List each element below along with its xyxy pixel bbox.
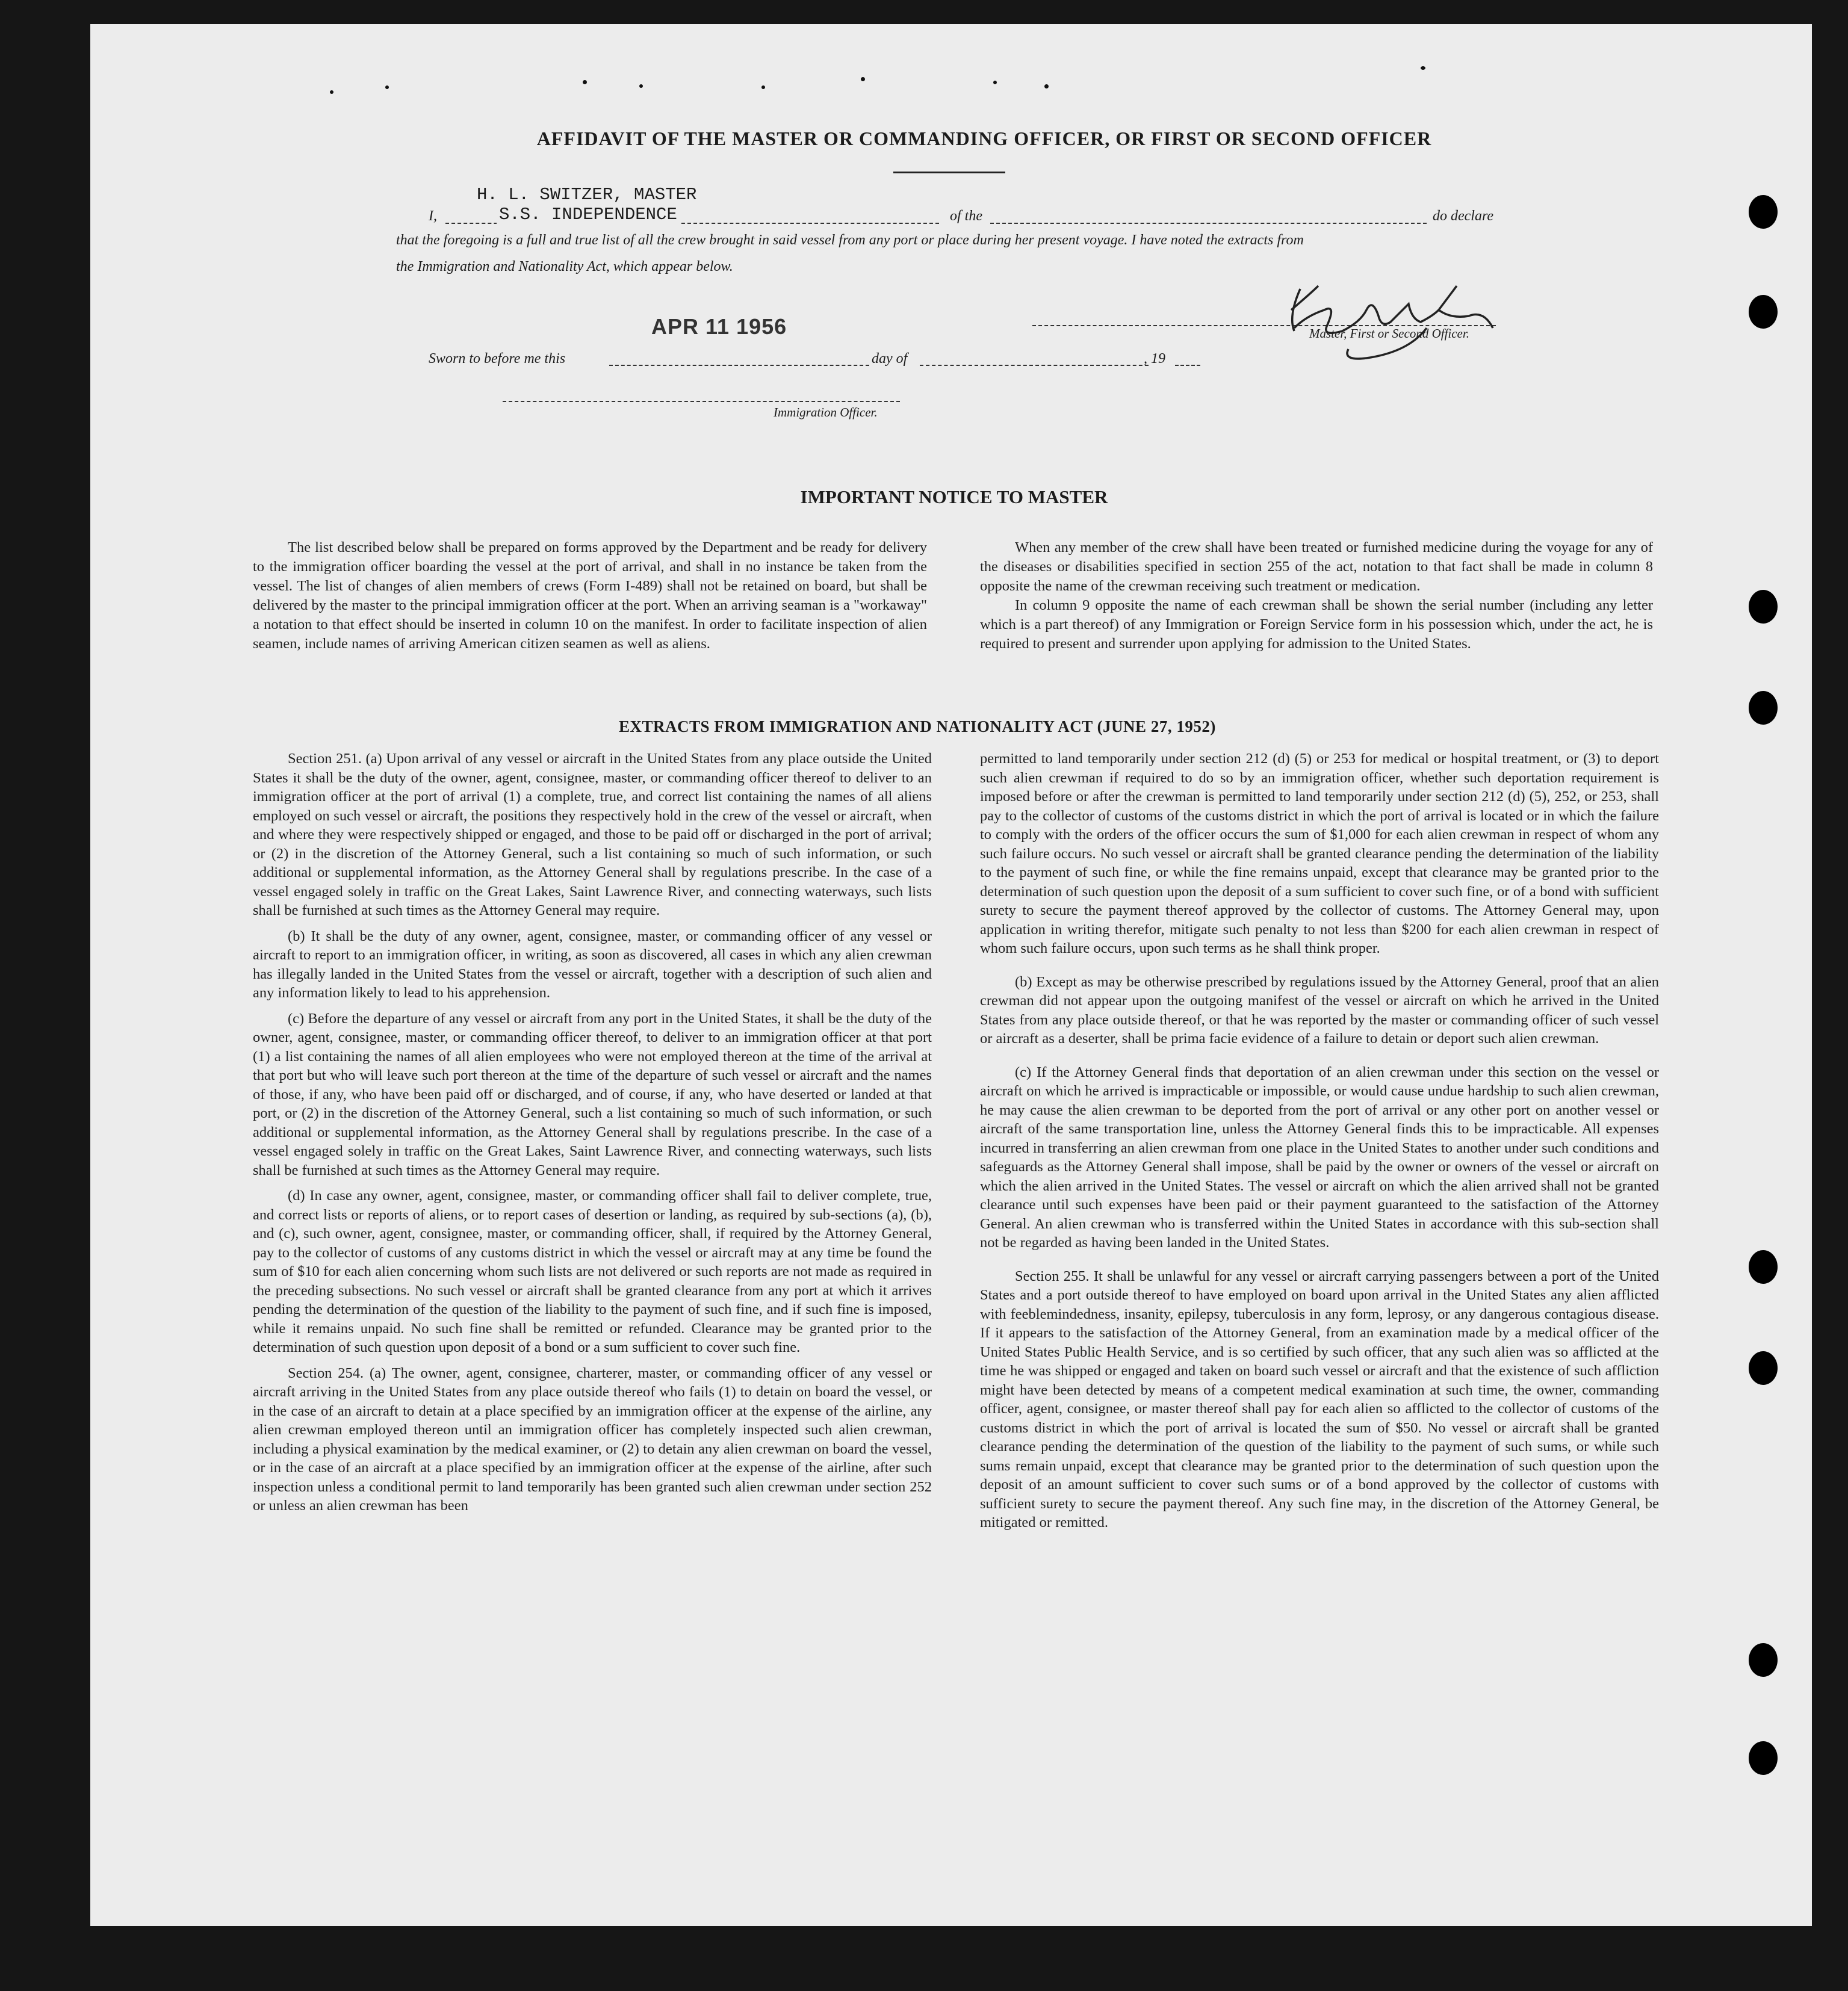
officer-signature-line (503, 401, 900, 402)
typed-master-name: H. L. SWITZER, MASTER (477, 185, 697, 205)
sworn-label: Sworn to before me this (429, 351, 566, 367)
extract-paragraph: (d) In case any owner, agent, consignee, master, or commanding officer shall fail to deliver complete, true, and correct lists or reports of aliens, or to report cases of desertion or landing, as required by sub-sections (a), (b), and (c), such owner, agent, consignee, master, or commanding officer, shall, if required by the Attorney General, pay to the collector of customs of any customs district in which the vessel or aircraft may at any time be found the sum of $10 for each alien concerning whom such lists are not delivered or such reports are not made as required in the preceding subsections. No such vessel or aircraft shall be granted clearance from any port at which it arrives pending the determination of the question of the liability to the payment of such fine, and if such fine is imposed, while it remains unpaid. No such fine shall be remitted or refunded. Clearance may be granted prior to the determination of such question upon deposit of a bond or a sum sufficient to cover such fine. (253, 1187, 932, 1355)
notice-right-paragraph: When any member of the crew shall have been treated or furnished medicine during the voyage for any of the diseases or disabilities specified in section 255 of the act, notation to that fact shall be made in column 8 opposite the name of the crewman receiving such treatment or medication. (980, 539, 1653, 594)
scan-speck (761, 85, 765, 89)
sworn-month-line (920, 365, 1149, 366)
binder-hole (1749, 1351, 1778, 1385)
extracts-title: EXTRACTS FROM IMMIGRATION AND NATIONALITY ACT (JUNE 27, 1952) (619, 717, 1216, 735)
notice-left-paragraph: The list described below shall be prepared on forms approved by the Department and be ready for delivery to the immigration officer boarding the vessel at the port of arrival, and shall in no instance be taken from the vessel. The list of changes of alien members of crews (Form I-489) shall not be retained on board, but shall be delivered by the master to the principal immigration officer at the port. When an arriving seaman is a "workaway" a notation to that effect should be inserted in column 10 on the manifest. In order to facilitate inspection of alien seamen, include names of arriving American citizen seamen as well as aliens. (253, 539, 927, 652)
extract-paragraph: (b) Except as may be otherwise prescribed by regulations issued by the Attorney General, proof that an alien crewman did not appear upon the outgoing manifest of the vessel or aircraft on which he arrived in the United States from any place outside thereof, or that he was reported by the master or commanding officer of such vessel or aircraft as a deserter, shall be prima facie evidence of a failure to detain or deport such alien crewman. (980, 973, 1659, 1047)
extracts-right-column (980, 749, 1659, 1539)
title-rule (893, 172, 1005, 173)
binder-hole (1749, 1643, 1778, 1677)
pronoun-label: I, (429, 208, 437, 224)
scan-speck (583, 80, 587, 84)
notice-right-column (980, 538, 1653, 660)
extract-paragraph: permitted to land temporarily under section 212 (d) (5) or 253 for medical or hospital treatment, or (3) to deport such alien crewman if required to do so by an immigration officer, whether such deportation requirement is imposed before or after the crewman is permitted to land temporarily under section 212 (d) (5), 252, or 253, shall pay to the collector of customs of the customs district in which the port of arrival is located or in which the failure to comply with the orders of the officer occurs the sum of $1,000 for each alien crewman in respect of whom any such failure occurs. No such vessel or aircraft shall be granted clearance pending the determination of the liability to the payment of such fine, or while the fine remains unpaid, except that clearance may be granted prior to the determination of such question upon the deposit of a sum sufficient to cover such fine, or of a bond with sufficient surety to secure the payment thereof approved by the collector of customs. The Attorney General may, upon application in writing therefor, mitigate such penalty to not less than $200 for each alien crewman in respect of whom such failure occurs, upon such terms as he shall think proper. (980, 751, 1659, 956)
do-declare-label: do declare (1433, 208, 1494, 224)
scan-speck (993, 81, 997, 84)
sworn-year-line (1175, 365, 1200, 366)
signature-caption: Master, First or Second Officer. (1309, 326, 1469, 341)
date-stamp: APR 11 1956 (651, 314, 787, 339)
binder-hole (1749, 195, 1778, 229)
extract-paragraph: (b) It shall be the duty of any owner, agent, consignee, master, or commanding officer of any vessel or aircraft to report to an immigration officer, in writing, as soon as discovered, all cases in which any alien crewman has illegally landed in the United States from the vessel or aircraft, together with a description of such alien and any information likely to lead to his apprehension. (253, 927, 932, 1001)
officer-caption: Immigration Officer. (774, 405, 878, 420)
affidavit-statement-line1: that the foregoing is a full and true list of all the crew brought in said vessel from any port or place during her present voyage. I have noted the extracts from (396, 232, 1304, 248)
scan-speck (385, 85, 389, 89)
extract-paragraph: Section 251. (a) Upon arrival of any vessel or aircraft in the United States from any place outside the United States it shall be the duty of the owner, agent, consignee, master, or commanding officer thereof to deliver to an immigration officer at the port of arrival (1) a complete, true, and correct list containing the names of all aliens employed on such vessel or aircraft, the positions they respectively hold in the crew of the vessel or aircraft, when and where they were respectively shipped or engaged, and those to be paid off or discharged in the port of arrival; or (2) in the discretion of the Attorney General, such a list containing so much of such information, or such additional or supplemental information, as the Attorney General shall by regulations prescribe. In the case of a vessel engaged solely in traffic on the Great Lakes, Saint Lawrence River, and connecting waterways, such lists shall be furnished at such times as the Attorney General may require. (253, 751, 932, 918)
notice-right-paragraph: In column 9 opposite the name of each crewman shall be shown the serial number (including any letter which is a part thereof) of any Immigration or Foreign Service form in his possession which, under the act, he is required to present and surrender upon applying for admission to the United States. (980, 597, 1653, 652)
extract-paragraph: Section 255. It shall be unlawful for any vessel or aircraft carrying passengers between a port of the United States and a port outside thereof to have employed on board upon arrival in the United States any alien afflicted with feeblemindedness, insanity, epilepsy, tuberculosis in any form, leprosy, or any dangerous contagious disease. If it appears to the satisfaction of the Attorney General, from an examination made by a medical officer of the United States Public Health Service, and is so certified by such officer, that any such alien was so afflicted at the time he was shipped or engaged and taken on board such vessel or aircraft and that the existence of such affliction might have been detected by means of a competent medical examination at such time, the owner, commanding officer, agent, consignee, or master thereof shall pay for each alien so afflicted to the collector of customs of the customs district in which the port of arrival is located the sum of $50. No vessel or aircraft shall be granted clearance pending the determination of the question of the liability to the payment of such sums, or while such sums remain unpaid, except that clearance may be granted prior to the determination of such question upon the deposit of an amount sufficient to cover such sums or of a bond approved by the collector of customs with sufficient surety to secure the payment thereof. Any such fine may, in the discretion of the Attorney General, be mitigated or remitted. (980, 1268, 1659, 1531)
master-signature (1276, 274, 1505, 364)
affidavit-statement-line2: the Immigration and Nationality Act, which appear below. (396, 259, 733, 274)
binder-hole (1749, 1741, 1778, 1775)
extract-paragraph: (c) If the Attorney General finds that deportation of an alien crewman under this section on the vessel or aircraft on which he arrived is impracticable or impossible, or would cause undue hardship to such alien crewman, he may cause the alien crewman to be deported from the port of arrival or any other port on another vessel or aircraft of the same transportation line, unless the Attorney General finds this to be impracticable. All expenses incurred in transferring an alien crewman from one place in the United States to another under such conditions and safeguards as the Attorney General shall impose, shall be paid by the owner or owners of the vessel or aircraft on which the alien arrived in the United States. The vessel or aircraft on which the alien arrived shall not be granted clearance until such expenses have been paid or their payment guaranteed to the satisfaction of the Attorney General. An alien crewman who is transferred within the United States in accordance with this sub-section shall not be regarded as having been landed in the United States. (980, 1064, 1659, 1251)
extract-paragraph: (c) Before the departure of any vessel or aircraft from any port in the United States, it shall be the duty of the owner, agent, consignee, master, or commanding officer thereof, to deliver to an immigration officer at that port (1) a list containing the names of all alien employees who were not employed thereon at the time of the arrival at that port but who will leave such port thereon at the time of the departure of such vessel or aircraft and the names of those, if any, who have been paid off or discharged, and of course, if any, who have deserted or landed at that port, or (2) in the discretion of the Attorney General, such a list containing so much of such information, or such additional or supplemental information, as the Attorney General shall by regulations prescribe. In the case of a vessel engaged solely in traffic on the Great Lakes, Saint Lawrence River, and connecting waterways, such lists shall be furnished at such times as the Attorney General may require. (253, 1010, 932, 1178)
notice-left-column (253, 538, 927, 660)
extract-paragraph: Section 254. (a) The owner, agent, consignee, charterer, master, or commanding officer of any vessel or aircraft arriving in the United States from any place outside thereof who fails (1) to detain on board the vessel, or in the case of an aircraft to detain at a place specified by an immigration officer at the expense of the airline, any alien crewman employed thereon until an immigration officer has completely inspected such alien crewman, including a physical examination by the medical examiner, or (2) to detain any alien crewman on board the vessel, or in the case of an aircraft at a place specified by an immigration officer at the expense of the airline, after such inspection unless a conditional permit to land temporarily has been granted such alien crewman under section 252 or unless an alien crewman has been (253, 1364, 932, 1514)
year-label: , 19 (1144, 351, 1165, 367)
sworn-day-line (609, 365, 869, 366)
scan-speck (639, 84, 643, 88)
scan-speck (330, 90, 333, 94)
binder-hole (1749, 295, 1778, 329)
day-label: day of (872, 351, 908, 367)
binder-hole (1749, 1250, 1778, 1284)
notice-title: IMPORTANT NOTICE TO MASTER (800, 486, 1108, 507)
affidavit-title: AFFIDAVIT OF THE MASTER OR COMMANDING OFFICER, OR FIRST OR SECOND OFFICER (536, 128, 1432, 149)
scan-speck (1044, 84, 1049, 88)
scan-speck (1421, 66, 1425, 70)
binder-hole (1749, 590, 1778, 624)
scan-speck (861, 77, 865, 81)
binder-hole (1749, 691, 1778, 725)
of-the-label: of the (950, 208, 982, 224)
vessel-line (990, 223, 1427, 224)
typed-vessel-name: S.S. INDEPENDENCE (497, 205, 680, 224)
extracts-left-column (253, 749, 932, 1522)
